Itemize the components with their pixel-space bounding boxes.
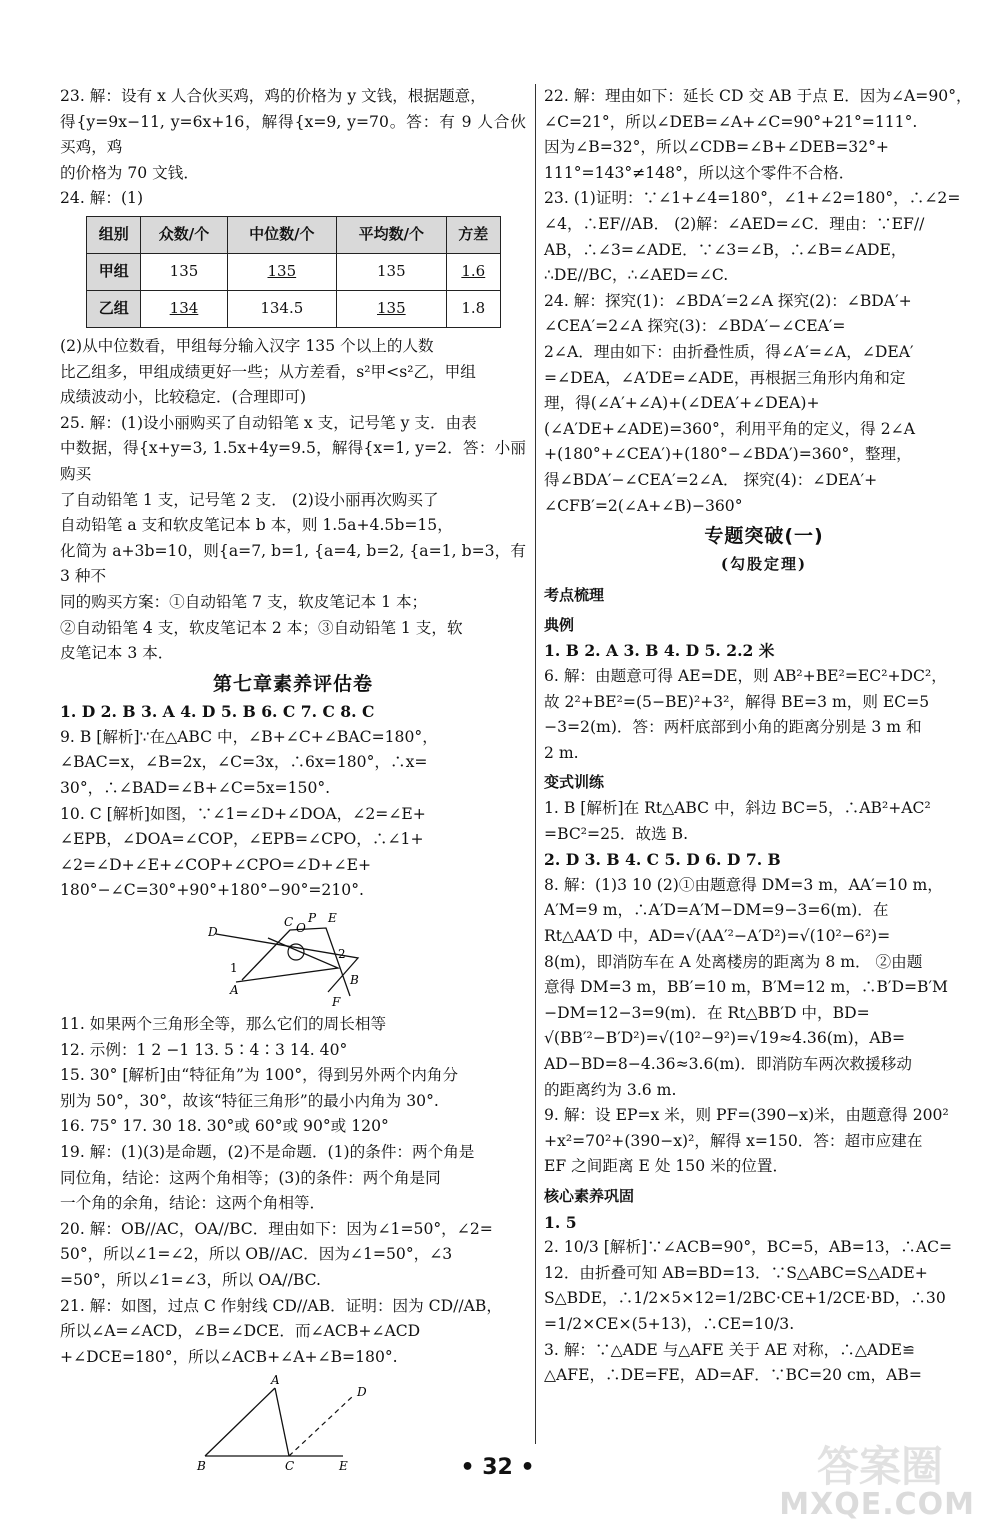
line: 111°=143°≠148°，所以这个零件不合格． [544,163,855,182]
line: (∠A′DE+∠ADE)=360°，利用平角的定义，得 2∠A [544,419,915,438]
table-header: 众数/个 [141,216,227,253]
answer-23 [60,84,526,186]
line: 了自动铅笔 1 支，记号笔 2 支． (2)设小丽再次购买了 [60,490,439,509]
variant-1 [544,796,984,847]
point-label: A [271,1374,280,1388]
line: ∠CEA′=2∠A 探究(3)：∠BDA′−∠CEA′= [544,317,846,336]
line: 的价格为 70 文钱． [60,163,199,182]
line: 10. C [解析]如图，∵∠1=∠D+∠DOA，∠2=∠E+ [60,804,426,823]
table-header: 中位数/个 [227,216,337,253]
line: =50°，所以∠1=∠3，所以 OA//BC. [60,1270,321,1289]
line: +x²=70²+(390−x)²，解得 x=150．答：超市应建在 [544,1131,923,1150]
example-answers: 1. B 2. A 3. B 4. D 5. 2.2 米 [544,641,775,661]
line: +(180°+∠CEA′)+(180°−∠BDA′)=360°，整理， [544,445,912,464]
table-cell: 135 [227,253,337,290]
line: △AFE，∴DE=FE，AD=AF．∵BC=20 cm，AB= [544,1366,922,1385]
line: A′M=9 m，∴A′D=A′M−DM=9−3=6(m)．在 [544,901,889,920]
point-label: E [328,911,337,926]
line: 3. 解：∵△ADE 与△AFE 关于 AE 对称，∴△ADE≌ [544,1340,916,1359]
line: 23. (1)证明：∵∠1+∠4=180°，∠1+∠2=180°，∴∠2= [544,189,961,208]
table-cell: 甲组 [87,253,141,290]
table-row [87,290,501,327]
line: 自动铅笔 a 支和软皮笔记本 b 本，则 1.5a+4.5b=15， [60,516,453,535]
answer-19 [60,1140,526,1217]
point-label: E [339,1459,348,1474]
line: AD−BD=8−4.36≈3.6(m)．即消防车两次救援移动 [544,1054,912,1073]
line: 12．由折叠可知 AB=BD=13．∵S△ABC=S△ADE+ [544,1263,928,1282]
point-label: O [296,921,306,936]
line: 得∠BDA′−∠CEA′=2∠A． 探究(4)：∠DEA′+ [544,470,878,489]
answer-9 [60,725,526,802]
right-column [544,84,984,1389]
line: 皮笔记本 3 本． [60,644,174,663]
table-cell: 135 [337,253,447,290]
line: 化简为 a+3b=10，则{a=7, b=1, {a=4, b=2, {a=1, b=3，有 3 种不 [60,541,526,586]
line: =1/2×CE×(5+13)，∴CE=10/3. [544,1314,795,1333]
line: (2)从中位数看，甲组每分输入汉字 135 个以上的人数 [60,336,434,355]
table-cell: 134.5 [227,290,337,327]
section-subheading: 典例 [544,615,575,634]
geometry-figure-triangles [208,908,378,1008]
line: 30°，∴∠BAD=∠B+∠C=5x=150°. [60,779,331,798]
line: +∠DCE=180°，所以∠ACB+∠A+∠B=180°. [60,1347,398,1366]
angle-label: 1 [230,961,238,976]
table-row [87,253,501,290]
line: 一个角的余角，结论：这两个角相等． [60,1194,326,1213]
line: AB，∴∠3=∠ADE．∵∠3=∠B，∴∠B=∠ADE， [544,240,907,259]
answer-10 [60,802,526,904]
answer-15 [60,1063,526,1114]
angle-label: 2 [338,947,346,962]
line: 50°，所以∠1=∠2，所以 OB//AC．因为∠1=50°，∠3 [60,1245,453,1264]
variant-8 [544,873,984,1103]
point-label: P [308,911,317,926]
watermark-text-cn: 答案圈 [816,1442,943,1491]
watermark-logo [743,1434,983,1526]
section-heading: 考点梳理 [544,586,605,605]
line: ②自动铅笔 4 支，软皮笔记本 2 本；③自动铅笔 1 支，软 [60,618,463,637]
answer-25 [60,411,526,667]
example-6 [544,664,984,766]
table-header: 平均数/个 [337,216,447,253]
answers-12-14: 12. 示例：1 2 −1 13. 5∶4∶3 14. 40° [60,1040,348,1059]
answer-20 [60,1217,526,1294]
line: 6. 解：由题意可得 AE=DE，则 AB²+BE²=EC²+DC²， [544,667,947,686]
line: −DM=12−3=9(m)．在 Rt△BB′D 中，BD= [544,1003,870,1022]
table-header: 组别 [87,216,141,253]
line: √(BB′²−B′D²)=√(10²−9²)=√19≈4.36(m)，AB= [544,1029,906,1048]
table-cell: 135 [141,253,227,290]
line: 19. 解：(1)(3)是命题，(2)不是命题．(1)的条件：两个角是 [60,1143,475,1161]
variant-9 [544,1103,984,1180]
line: 22. 解：理由如下：延长 CD 交 AB 于点 E．因为∠A=90°， [544,87,972,105]
line: 所以∠A=∠ACD，∠B=∠DCE．而∠ACB+∠ACD [60,1322,421,1341]
answer-21 [60,1294,526,1371]
point-label: F [332,995,341,1009]
line: 的距离约为 3.6 m. [544,1080,677,1099]
line: 2. 10/3 [解析]∵∠ACB=90°，BC=5，AB=13，∴AC= [544,1238,953,1257]
line: 9. 解：设 EP=x 米，则 PF=(390−x)米，由题意得 200² [544,1106,949,1125]
point-label: D [208,925,218,940]
line: 8. 解：(1)3 10 (2)①由题意得 DM=3 m，AA′=10 m， [544,875,943,894]
topic-title: 专题突破(一) [704,525,824,548]
line: S△BDE，∴1/2×5×12=1/2BC·CE+1/2CE·BD，∴30 [544,1289,946,1308]
point-label: A [230,983,239,998]
line: ∠BAC=x，∠B=2x，∠C=3x，∴6x=180°，∴x= [60,753,428,772]
line: 故 2²+BE²=(5−BE)²+3²，解得 BE=3 m，则 EC=5 [544,692,930,711]
point-label: B [197,1459,206,1474]
line: 24. 解：探究(1)：∠BDA′=2∠A 探究(2)：∠BDA′+ [544,291,912,310]
line: 25. 解：(1)设小丽购买了自动铅笔 x 支，记号笔 y 支．由表 [60,413,477,432]
table-cell: 134 [141,290,227,327]
point-label: D [357,1385,367,1400]
line: EF 之间距离 E 处 150 米的位置． [544,1157,789,1176]
left-column [60,84,526,1478]
topic-subtitle: (勾股定理) [720,554,808,573]
core-1: 1. 5 [544,1212,577,1232]
line: 成绩波动小，比较稳定．(合理即可) [60,388,307,407]
table-cell: 1.8 [446,290,500,327]
answer-23-right [544,186,984,288]
page-number: • 32 • [460,1455,535,1480]
line: 同的购买方案：①自动铅笔 7 支，软皮笔记本 1 本； [60,592,428,611]
section-heading: 核心素养巩固 [544,1186,635,1205]
line: 得{y=9x−11, y=6x+16，解得{x=9, y=70。答：有 9 人合伙买鸡，鸡 [60,112,526,157]
line: =BC²=25．故选 B. [544,824,689,843]
line: 9. B [解析]∵在△ABC 中，∠B+∠C+∠BAC=180°， [60,727,438,746]
table-header-row [87,216,501,253]
line: 因为∠B=32°，所以∠CDB=∠B+∠DEB=32°+ [544,138,889,157]
line: ∠CFB′=2(∠A+∠B)−360° [544,496,743,515]
answer-24-text [60,334,526,411]
line: 比乙组多，甲组成绩更好一些；从方差看，s²甲<s²乙，甲组 [60,362,476,381]
table-header: 方差 [446,216,500,253]
table-cell: 1.6 [446,253,500,290]
line: 21. 解：如图，过点 C 作射线 CD//AB．证明：因为 CD//AB， [60,1296,502,1315]
answers-1-8: 1. D 2. B 3. A 4. D 5. B 6. C 7. C 8. C [60,702,375,722]
line: 中数据，得{x+y=3, 1.5x+4y=9.5，解得{x=1, y=2．答：小丽购买 [60,439,526,483]
line: 意得 DM=3 m，BB′=10 m，B′M=12 m，∴B′D=B′M [544,978,948,997]
answer-11: 11. 如果两个三角形全等，那么它们的周长相等 [60,1015,387,1034]
chapter-title: 第七章素养评估卷 [212,672,373,695]
line: 15. 30° [解析]由“特征角”为 100°，得到另外两个内角分 [60,1066,459,1085]
line: ∠EPB，∠DOA=∠COP，∠EPB=∠CPO，∴∠1+ [60,830,424,849]
stats-table [86,216,501,328]
point-label: C [285,1459,295,1474]
table-cell: 135 [337,290,447,327]
core-2 [544,1235,984,1337]
line: 1. B [解析]在 Rt△ABC 中，斜边 BC=5，∴AB²+AC² [544,799,931,818]
core-3 [544,1338,984,1389]
line: 23. 解：设有 x 人合伙买鸡，鸡的价格为 y 文钱，根据题意， [60,87,486,105]
section-heading: 变式训练 [544,773,605,792]
line: ∠2=∠D+∠E+∠COP+∠CPO=∠D+∠E+ [60,855,372,874]
line: 别为 50°，30°，故该“特征三角形”的最小内角为 30°. [60,1091,439,1110]
line: ∠4，∴EF//AB． (2)解：∠AED=∠C．理由：∵EF// [544,214,925,233]
line: 20. 解：OB//AC，OA//BC．理由如下：因为∠1=50°，∠2= [60,1219,493,1238]
answer-24-intro: 24. 解：(1) [60,189,144,208]
line: 8(m)，即消防车在 A 处离楼房的距离为 8 m． ②由题 [544,952,923,971]
line: ∠C=21°，所以∠DEB=∠A+∠C=90°+21°=111°. [544,112,918,131]
column-divider [535,84,536,1444]
answer-22 [544,84,984,186]
watermark-text-en: MXQE.COM [779,1487,975,1522]
line: 2∠A．理由如下：由折叠性质，得∠A′=∠A，∠DEA′ [544,342,914,361]
line: 180°−∠C=30°+90°+180°−90°=210°. [60,881,364,900]
line: Rt△AA′D 中，AD=√(AA′²−A′D²)=√(10²−6²)= [544,927,891,945]
line: 同位角，结论：这两个角相等；(3)的条件：两个角是同 [60,1168,441,1187]
table-cell: 乙组 [87,290,141,327]
variant-answers-2-7: 2. D 3. B 4. C 5. D 6. D 7. B [544,850,781,870]
line: 理，得(∠A′+∠A)+(∠DEA′+∠DEA)+ [544,394,820,413]
line: ∴DE//BC，∴∠AED=∠C. [544,266,729,285]
line: =∠DEA，∠A′DE=∠ADE，再根据三角形内角和定 [544,368,906,387]
point-label: C [284,915,294,930]
line: 2 m. [544,743,579,762]
line: −3=2(m)．答：两杆底部到小角的距离分别是 3 m 和 [544,718,922,737]
answers-16-18: 16. 75° 17. 30 18. 30°或 60°或 90°或 120° [60,1117,389,1136]
point-label: B [350,973,359,988]
answer-24-right [544,289,984,519]
